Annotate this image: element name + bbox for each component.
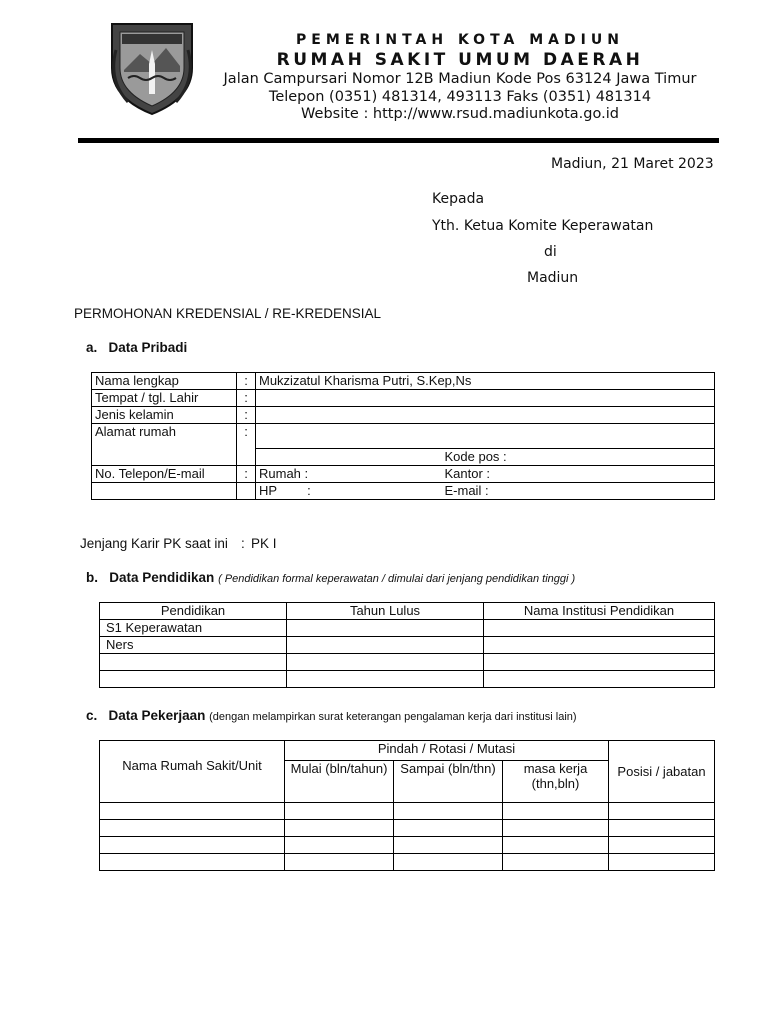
letter-date: Madiun, 21 Maret 2023: [551, 156, 714, 172]
jenjang-label: Jenjang Karir PK saat ini: [80, 536, 228, 551]
colon: :: [237, 390, 256, 407]
col-sampai: Sampai (bln/thn): [394, 760, 503, 802]
col-nama-institusi: Nama Institusi Pendidikan: [484, 603, 715, 620]
telp-label: No. Telepon/E-mail: [92, 466, 237, 483]
alamat-value-cont: [256, 449, 442, 466]
section-a-title: Data Pribadi: [108, 340, 188, 355]
employment-table: [99, 740, 715, 871]
col-masa-kerja: masa kerja (thn,bln): [503, 760, 609, 802]
city-emblem-logo: [108, 20, 196, 116]
table-row: [92, 407, 715, 424]
header-divider: [78, 138, 719, 143]
letterhead-phone: Telepon (0351) 481314, 493113 Faks (0351) 481314: [268, 89, 652, 105]
recipient-city: Madiun: [527, 270, 579, 286]
colon: :: [237, 466, 256, 483]
col-unit: Nama Rumah Sakit/Unit: [100, 741, 285, 803]
kantor-label: Kantor :: [442, 466, 715, 483]
edu-row2-institusi: [484, 637, 715, 654]
table-row: [100, 637, 715, 654]
section-c-heading: [86, 708, 577, 723]
section-b-label: b.: [86, 570, 98, 585]
edu-row2-pendidikan: Ners: [100, 637, 287, 654]
col-posisi: Posisi / jabatan: [609, 741, 715, 803]
section-a-heading: [86, 340, 187, 355]
recipient-di: di: [544, 244, 557, 260]
nama-label: Nama lengkap: [92, 373, 237, 390]
table-row: [92, 373, 715, 390]
jenjang-colon: :: [241, 536, 245, 551]
jk-label: Jenis kelamin: [92, 407, 237, 424]
edu-row1-tahun: [287, 620, 484, 637]
alamat-label-cont: [92, 449, 237, 466]
alamat-label: Alamat rumah: [92, 424, 237, 449]
jk-value: [256, 407, 715, 424]
ttl-value: [256, 390, 715, 407]
colon: :: [237, 424, 256, 449]
recipient-kepada: Kepada: [432, 191, 485, 207]
table-row: [100, 620, 715, 637]
document-title: PERMOHONAN KREDENSIAL / RE-KREDENSIAL: [74, 306, 382, 321]
section-a-label: a.: [86, 340, 98, 355]
rumah-label: Rumah :: [256, 466, 442, 483]
letterhead-line1: PEMERINTAH KOTA MADIUN: [296, 32, 624, 48]
email-label: E-mail :: [442, 483, 715, 500]
nama-value: Mukzizatul Kharisma Putri, S.Kep,Ns: [256, 373, 715, 390]
table-header-row: [100, 603, 715, 620]
col-mulai: Mulai (bln/tahun): [285, 760, 394, 802]
table-row: [100, 654, 715, 671]
table-row: [100, 854, 715, 871]
alamat-value: [256, 424, 715, 449]
personal-data-table: [91, 372, 715, 500]
table-row: [100, 803, 715, 820]
section-b-note: ( Pendidikan formal keperawatan / dimulai dari jenjang pendidikan tinggi ): [218, 573, 576, 585]
section-b-title: Data Pendidikan: [109, 570, 215, 585]
table-row: [92, 483, 715, 500]
telp-label-cont: [92, 483, 237, 500]
table-header-row: [100, 741, 715, 761]
hp-colon: :: [307, 483, 311, 498]
section-c-title: Data Pekerjaan: [108, 708, 206, 723]
letterhead-website: Website : http://www.rsud.madiunkota.go.id: [301, 106, 619, 122]
recipient-yth: Yth. Ketua Komite Keperawatan: [432, 218, 654, 234]
table-row: [92, 449, 715, 466]
col-pendidikan: Pendidikan: [100, 603, 287, 620]
letterhead-address: Jalan Campursari Nomor 12B Madiun Kode Pos 63124 Jawa Timur: [223, 71, 697, 87]
hp-label: HP: [259, 483, 278, 498]
table-row: [92, 466, 715, 483]
table-row: [100, 820, 715, 837]
edu-row2-tahun: [287, 637, 484, 654]
col-tahun-lulus: Tahun Lulus: [287, 603, 484, 620]
hp-cell: [256, 483, 442, 500]
table-row: [92, 424, 715, 449]
jenjang-value: PK I: [251, 536, 277, 551]
edu-row1-institusi: [484, 620, 715, 637]
section-c-note: (dengan melampirkan surat keterangan pengalaman kerja dari institusi lain): [209, 711, 577, 723]
letterhead-line2: RUMAH SAKIT UMUM DAERAH: [276, 50, 644, 70]
section-c-label: c.: [86, 708, 98, 723]
colon-cont: [237, 449, 256, 466]
kodepos-label: Kode pos :: [442, 449, 715, 466]
section-b-heading: [86, 570, 575, 585]
table-row: [92, 390, 715, 407]
colon: :: [237, 407, 256, 424]
table-row: [100, 671, 715, 688]
table-row: [100, 837, 715, 854]
colon-cont: [237, 483, 256, 500]
ttl-label: Tempat / tgl. Lahir: [92, 390, 237, 407]
colon: :: [237, 373, 256, 390]
education-table: [99, 602, 715, 688]
edu-row1-pendidikan: S1 Keperawatan: [100, 620, 287, 637]
col-group-mutasi: Pindah / Rotasi / Mutasi: [285, 741, 609, 761]
